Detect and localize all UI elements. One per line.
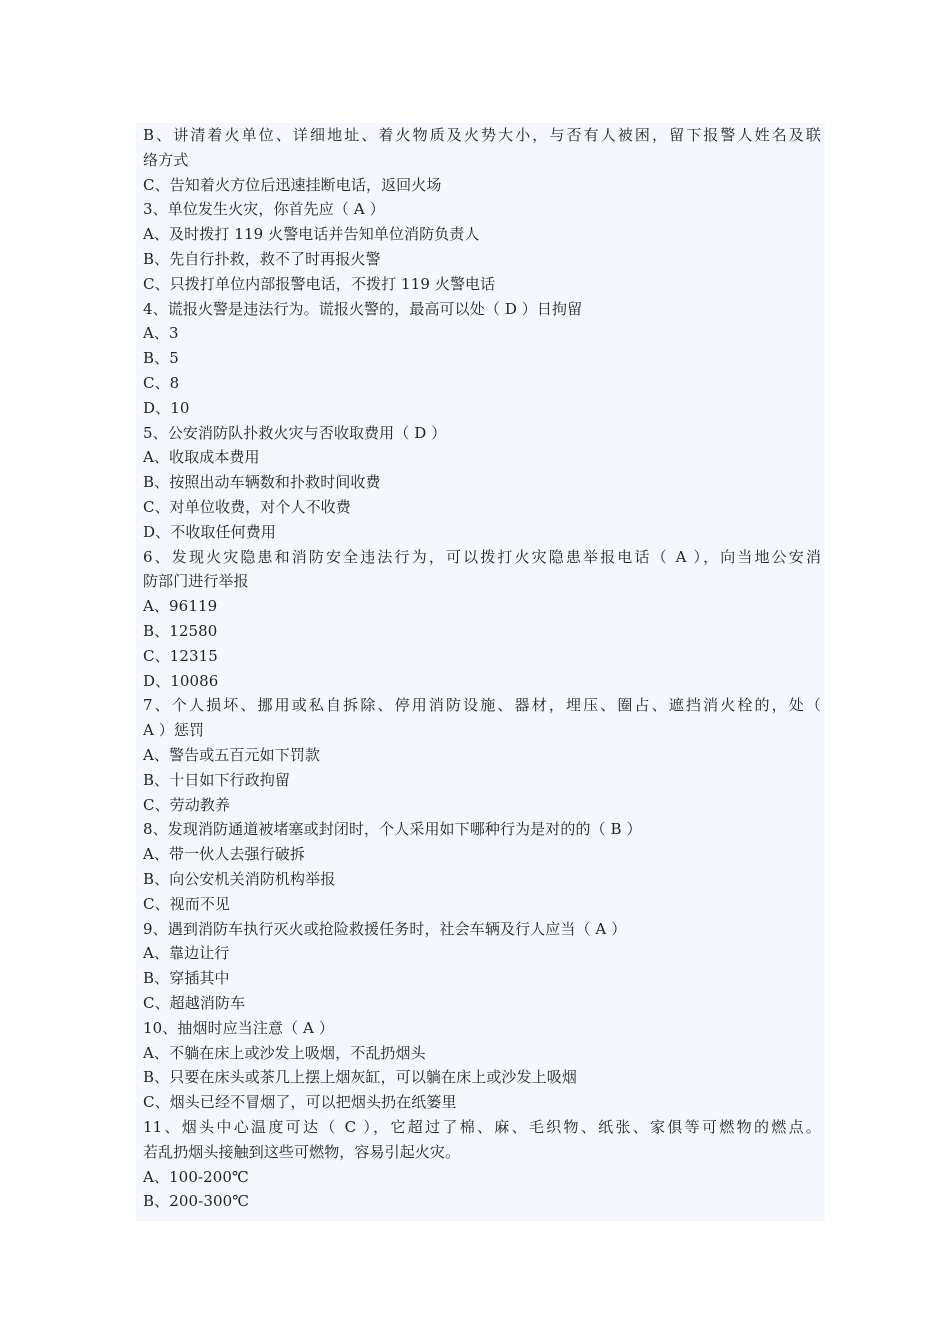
text-line: D、10 [143, 398, 190, 417]
text-line: C、烟头已经不冒烟了，可以把烟头扔在纸篓里 [143, 1093, 457, 1112]
text-line: 络方式 [143, 150, 189, 169]
text-line: C、劳动教养 [143, 795, 231, 814]
text-line: B、12580 [143, 622, 218, 640]
text-line: A、收取成本费用 [143, 448, 260, 467]
text-line: 7、个人损坏、挪用或私自拆除、停用消防设施、器材，埋压、圈占、遮挡消火栓的，处（ [143, 696, 821, 715]
text-line: D、10086 [143, 671, 219, 690]
text-line: B、十日如下行政拘留 [143, 770, 291, 789]
text-line: 10、抽烟时应当注意（ A ） [143, 1018, 334, 1037]
text-line: D、不收取任何费用 [143, 522, 276, 541]
text-line: 9、遇到消防车执行灭火或抢险救援任务时，社会车辆及行人应当（ A ） [143, 919, 627, 938]
text-line: 若乱扔烟头接触到这些可燃物，容易引起火灾。 [143, 1142, 461, 1161]
text-line: 11、烟头中心温度可达（ C ），它超过了棉、麻、毛织物、纸张、家俱等可燃物的燃点。 [143, 1118, 821, 1136]
text-line: B、200-300℃ [143, 1192, 250, 1211]
text-line: A、100-200℃ [143, 1167, 249, 1186]
text-line: A、不躺在床上或沙发上吸烟，不乱扔烟头 [143, 1043, 426, 1062]
text-line: 6、发现火灾隐患和消防安全违法行为，可以拨打火灾隐患举报电话（ A ），向当地公安消 [143, 547, 821, 566]
text-line: C、视而不见 [143, 894, 231, 913]
text-line: B、向公安机关消防机构举报 [143, 870, 336, 888]
text-line: A、带一伙人去强行破拆 [143, 845, 305, 864]
text-line: 防部门进行举报 [143, 572, 249, 591]
text-line: 4、谎报火警是违法行为。谎报火警的，最高可以处（ D ）日拘留 [143, 299, 583, 318]
text-line: C、超越消防车 [143, 994, 246, 1012]
text-line: C、12315 [143, 646, 218, 665]
text-line: A、及时拨打 119 火警电话并告知单位消防负责人 [143, 225, 480, 244]
text-line: C、告知着火方位后迅速挂断电话，返回火场 [143, 175, 442, 194]
text-line: B、按照出动车辆数和扑救时间收费 [143, 473, 381, 492]
text-line: C、只拨打单位内部报警电话，不拨打 119 火警电话 [143, 274, 496, 293]
text-line: B、讲清着火单位、详细地址、着火物质及火势大小，与否有人被困，留下报警人姓名及联 [143, 126, 821, 144]
text-line: A ）惩罚 [143, 721, 205, 740]
text-line: B、5 [143, 349, 179, 368]
text-line: C、对单位收费，对个人不收费 [143, 498, 351, 516]
text-line: 5、公安消防队扑救火灾与否收取费用（ D ） [143, 423, 447, 442]
text-line: A、警告或五百元如下罚款 [143, 746, 321, 764]
text-line: B、先自行扑救，救不了时再报火警 [143, 250, 381, 268]
text-line: A、96119 [143, 597, 218, 616]
text-line: B、穿插其中 [143, 969, 230, 988]
text-line: 3、单位发生火灾，你首先应（ A ） [143, 200, 385, 219]
document-text-block [136, 123, 825, 1221]
text-line: B、只要在床头或茶几上摆上烟灰缸，可以躺在床上或沙发上吸烟 [143, 1068, 577, 1087]
text-line: 8、发现消防通道被堵塞或封闭时，个人采用如下哪种行为是对的的（ B ） [143, 820, 642, 839]
text-line: A、3 [143, 324, 179, 343]
text-line: C、8 [143, 374, 180, 392]
text-line: A、靠边让行 [143, 944, 230, 963]
